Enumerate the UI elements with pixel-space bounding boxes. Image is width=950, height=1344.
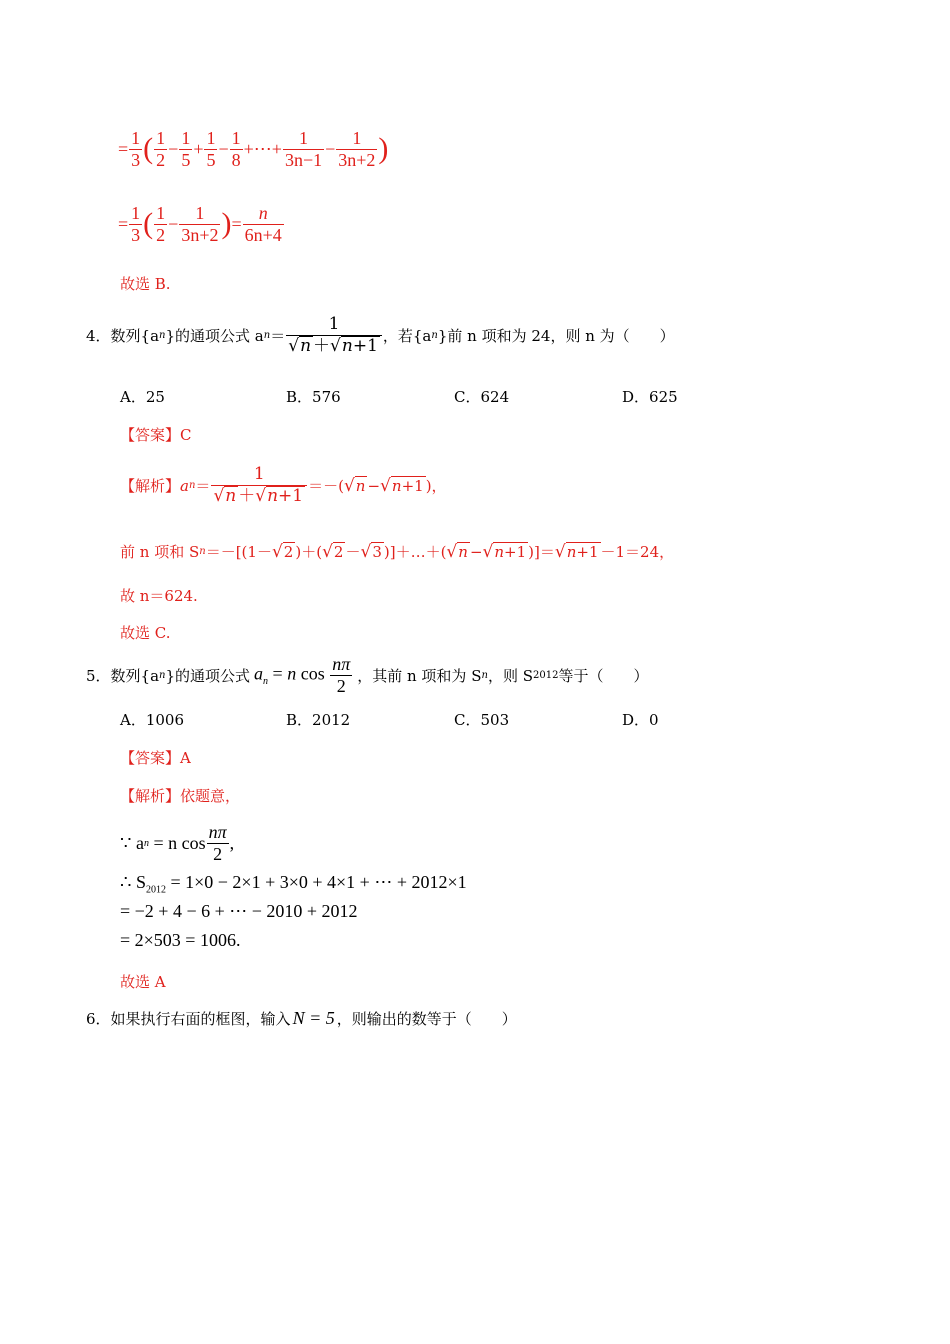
q4-option-b[interactable]: B．576 xyxy=(286,388,341,406)
q5-option-a[interactable]: A．1006 xyxy=(120,711,185,729)
q6-stem: 6． 如果执行右面的框图，输入 N = 5 ，则输出的数等于（ ） xyxy=(86,1008,517,1028)
q5-conclusion: 故选 A xyxy=(120,973,166,991)
q5-analysis-label: 【解析】依题意， xyxy=(120,787,241,805)
q4-conclusion: 故选 C. xyxy=(120,624,171,642)
q5-step-4: = 2×503 = 1006. xyxy=(120,930,241,950)
q5-step-2: ∴ $S_{2012} = 1\times 0 - 2\times 1 + 3\times 0 + 4\times 1$ + ⋯ + 2012×1 xyxy=(120,872,467,896)
q4-option-c[interactable]: C．624 xyxy=(454,388,510,406)
prev-conclusion: 故选 B. xyxy=(120,275,171,293)
q4-stem: 4． 数列{a n }的通项公式 a n ＝ $\frac{1}{√n +√n+1}$ ，若{a n }前 n 项和为 24，则 n 为（ ） xyxy=(86,314,675,356)
q4-conclude-n: 故 n＝624. xyxy=(120,587,198,605)
prev-line-2: = $\frac{1}{3}$ ( $\frac{1}{2}$ − $\frac{1}{3n+2}$ ) = $\frac{n}{6n+4}$ xyxy=(118,203,282,245)
q5-step-1: ∵ a n = n cos $\frac{n\pi}{2}$ , xyxy=(120,822,235,864)
q4-answer: 【答案】C xyxy=(120,426,192,444)
q4-sum-line: 前 n 项和 S n ＝－[(1－ √ 2 )＋( √ 2 － √ 3 )]＋…＋( √ n − √ n+1 )]＝ √ n+1 －1＝24， xyxy=(120,541,675,562)
q5-step-3: = −2 + 4 − 6 + ⋯ − 2010 + 2012 xyxy=(120,901,358,921)
q5-answer: 【答案】A xyxy=(120,749,191,767)
q5-option-c[interactable]: C．503 xyxy=(454,711,510,729)
q5-option-d[interactable]: D．0 xyxy=(622,711,659,729)
q5-stem: 5． 数列{a n }的通项公式 $a_n = n$ cos $\frac{n\pi}{2}$ ，其前 n 项和为 S n ，则 S 2012 等于（ ） xyxy=(86,654,649,696)
prev-line-1: = $\frac{1}{3}$ ( $\frac{1}{2}$ − $\frac{1}{5}$ + $\frac{1}{5}$ − $\frac{1}{8}$ +⋯+ $\frac{1}{3n-1}$ − $\frac{1}{3n+2}$ ) xyxy=(118,128,389,170)
q4-option-a[interactable]: A．25 xyxy=(120,388,165,406)
q4-analysis: 【解析】 a n ＝ $\frac{1}{√n +√n+1}$ ＝－( √ n − √ n+1 )， xyxy=(120,464,447,506)
q4-formula: $\frac{1}{√n +√n+1}$ xyxy=(286,315,382,356)
q5-option-b[interactable]: B．2012 xyxy=(286,711,351,729)
q4-option-d[interactable]: D．625 xyxy=(622,388,678,406)
